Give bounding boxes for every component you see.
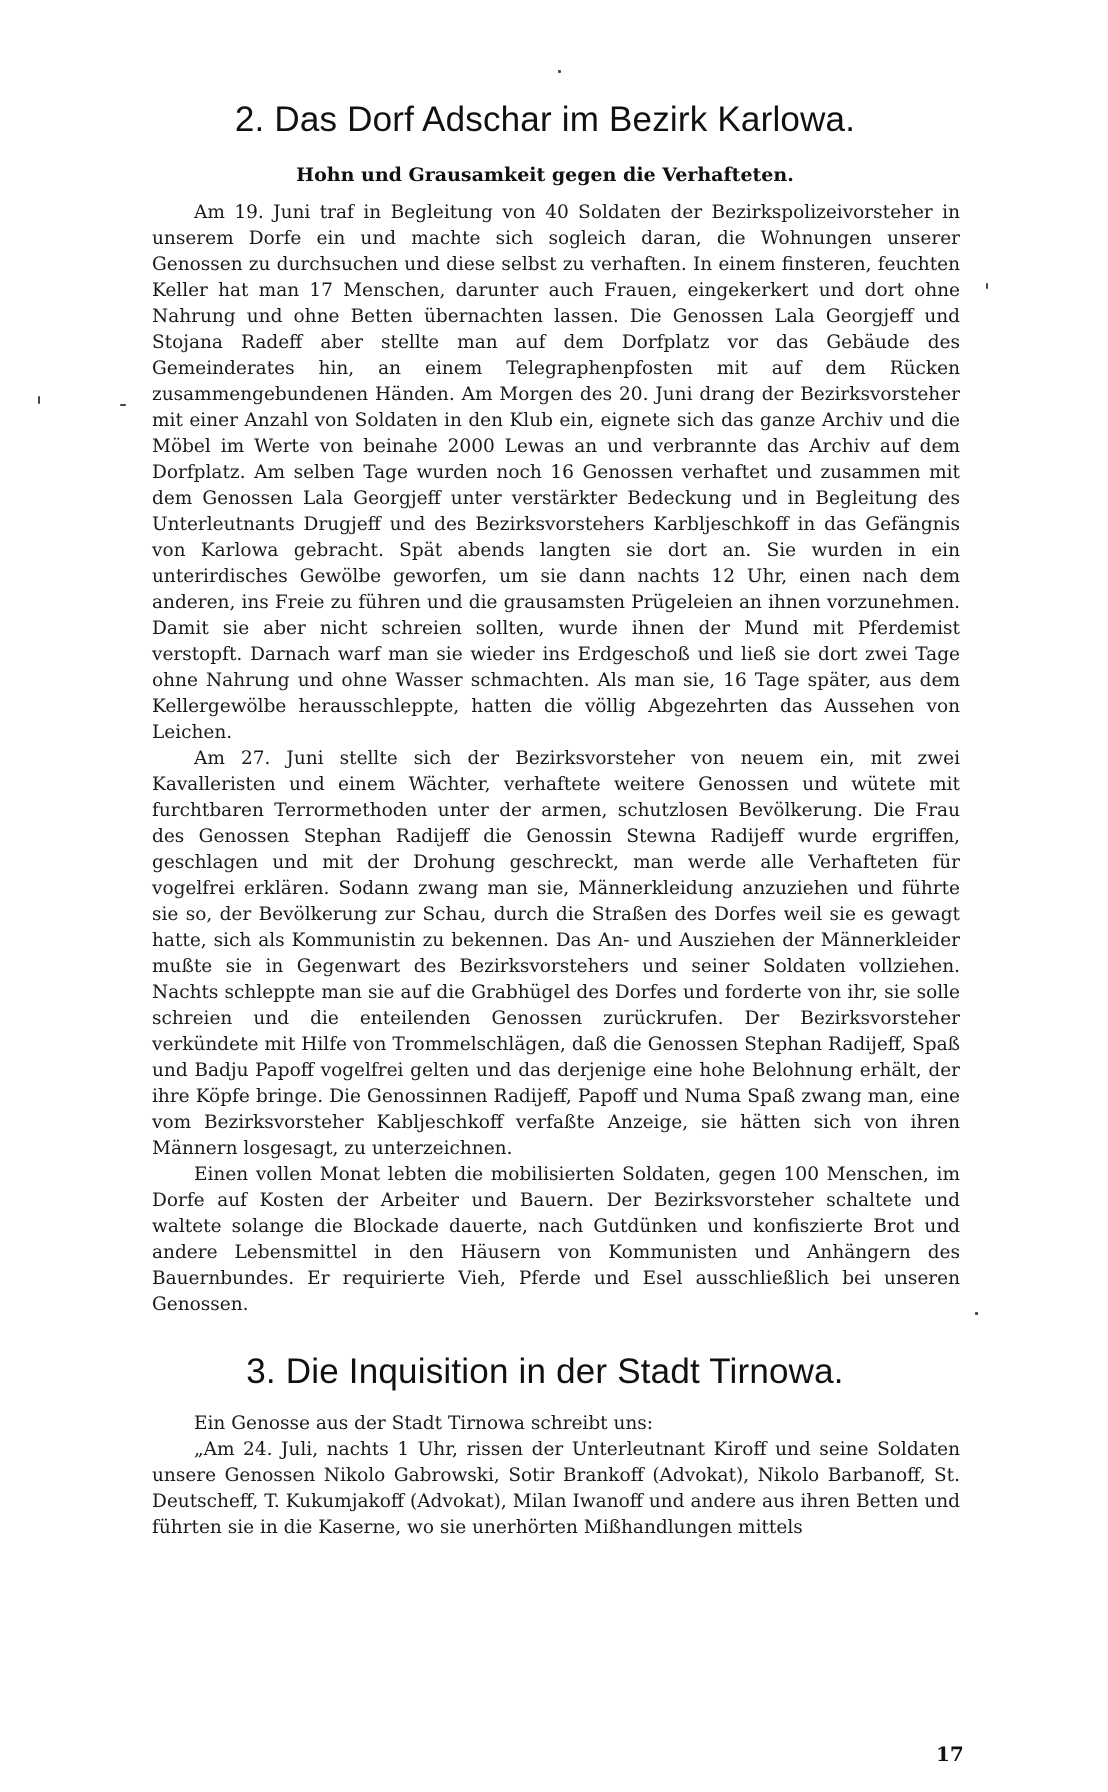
section-2-body [152, 200, 960, 1318]
section-2-heading: 2. Das Dorf Adschar im Bezirk Karlowa. [234, 100, 856, 139]
scan-speck [975, 1312, 978, 1315]
scan-speck [986, 283, 988, 289]
section-3-heading: 3. Die Inquisition in der Stadt Tirnowa. [246, 1352, 844, 1391]
section-3-body [152, 1411, 960, 1541]
page-number: 17 [936, 1742, 964, 1766]
section-2-paragraph-3: Einen vollen Monat lebten die mobilisierten Soldaten, gegen 100 Menschen, im Dorfe auf Kosten der Arbeiter und Bauern. Der Bezirksvorsteher schaltete und waltete solange die Blockade dauerte, nach Gutdünken und konfiszierte Brot und andere Lebensmittel in den Häusern von Kommunisten und Anhängern des Bauernbundes. Er requirierte Vieh, Pferde und Esel ausschließlich bei unseren Genossen. [152, 1164, 960, 1315]
scan-speck [558, 70, 561, 73]
section-3-paragraph-1: Ein Genosse aus der Stadt Tirnowa schreibt uns: [194, 1413, 654, 1434]
section-2-paragraph-1: Am 19. Juni traf in Begleitung von 40 Soldaten der Bezirkspolizeivorsteher in unserem Dorfe ein und machte sich sogleich daran, die Wohnungen unserer Genossen zu durchsuchen und diese selbst zu verhaften. In einem finsteren, feuchten Keller hat man 17 Menschen, darunter auch Frauen, eingekerkert und dort ohne Nahrung und ohne Betten übernachten lassen. Die Genossen Lala Georgjeff und Stojana Radeff aber stellte man auf dem Dorfplatz vor das Gebäude des Gemeinderates hin, an einem Telegraphenpfosten mit auf dem Rücken zusammengebundenen Händen. Am Morgen des 20. Juni drang der Bezirksvorsteher mit einer Anzahl von Soldaten in den Klub ein, eignete sich das ganze Archiv und die Möbel im Werte von beinahe 2000 Lewas an und verbrannte das Archiv auf dem Dorfplatz. Am selben Tage wurden noch 16 Genossen verhaftet und zusammen mit dem Genossen Lala Georgjeff unter verstärkter Bedeckung und in Begleitung des Unterleutnants Drugjeff und des Bezirksvorstehers Karbljeschkoff in das Gefängnis von Karlowa gebracht. Spät abends langten sie dort an. Sie wurden in ein unterirdisches Gewölbe geworfen, um sie dann nachts 12 Uhr, einen nach dem anderen, ins Freie zu führen und die grausamsten Prügeleien an ihnen vorzunehmen. Damit sie aber nicht schreien sollten, wurde ihnen der Mund mit Pferdemist verstopft. Darnach warf man sie wieder ins Erdgeschoß und ließ sie dort zwei Tage ohne Nahrung und ohne Wasser schmachten. Als man sie, 16 Tage später, aus dem Kellergewölbe herausschleppte, hatten die völlig Abgezehrten das Aussehen von Leichen. [152, 202, 960, 743]
section-2-subheading: Hohn und Grausamkeit gegen die Verhafteten. [296, 164, 794, 186]
section-2-paragraph-2: Am 27. Juni stellte sich der Bezirksvorsteher von neuem ein, mit zwei Kavalleristen und einem Wächter, verhaftete weitere Genossen und wütete mit furchtbaren Terrormethoden unter der armen, schutzlosen Bevölkerung. Die Frau des Genossen Stephan Radijeff die Genossin Stewna Radijeff wurde ergriffen, geschlagen und mit der Drohung geschreckt, man werde alle Verhafteten für vogelfrei erklären. Sodann zwang man sie, Männerkleidung anzuziehen und führte sie so, der Bevölkerung zur Schau, durch die Straßen des Dorfes weil sie es gewagt hatte, sich als Kommunistin zu bekennen. Das An- und Ausziehen der Männerkleider mußte sie in Gegenwart des Bezirksvorstehers und seiner Soldaten vollziehen. Nachts schleppte man sie auf die Grabhügel des Dorfes und forderte von ihr, sie solle schreien und die enteilenden Genossen zurückrufen. Der Bezirksvorsteher verkündete mit Hilfe von Trommelschlägen, daß die Genossen Stephan Radijeff, Spaß und Badju Papoff vogelfrei gelten und das derjenige eine hohe Belohnung erhält, der ihre Köpfe bringe. Die Genossinnen Radijeff, Papoff und Numa Spaß zwang man, eine vom Bezirksvorsteher Kabljeschkoff verfaßte Anzeige, sie hätten sich von ihren Männern losgesagt, zu unterzeichnen. [152, 748, 960, 1159]
scan-speck [38, 396, 40, 404]
section-3-paragraph-2: „Am 24. Juli, nachts 1 Uhr, rissen der Unterleutnant Kiroff und seine Soldaten unsere Genossen Nikolo Gabrowski, Sotir Brankoff (Advokat), Nikolo Barbanoff, St. Deutscheff, T. Kukumjakoff (Advokat), Milan Iwanoff und andere aus ihren Betten und führten sie in die Kaserne, wo sie unerhörten Mißhandlungen mittels [152, 1439, 960, 1538]
scan-speck [120, 404, 126, 406]
